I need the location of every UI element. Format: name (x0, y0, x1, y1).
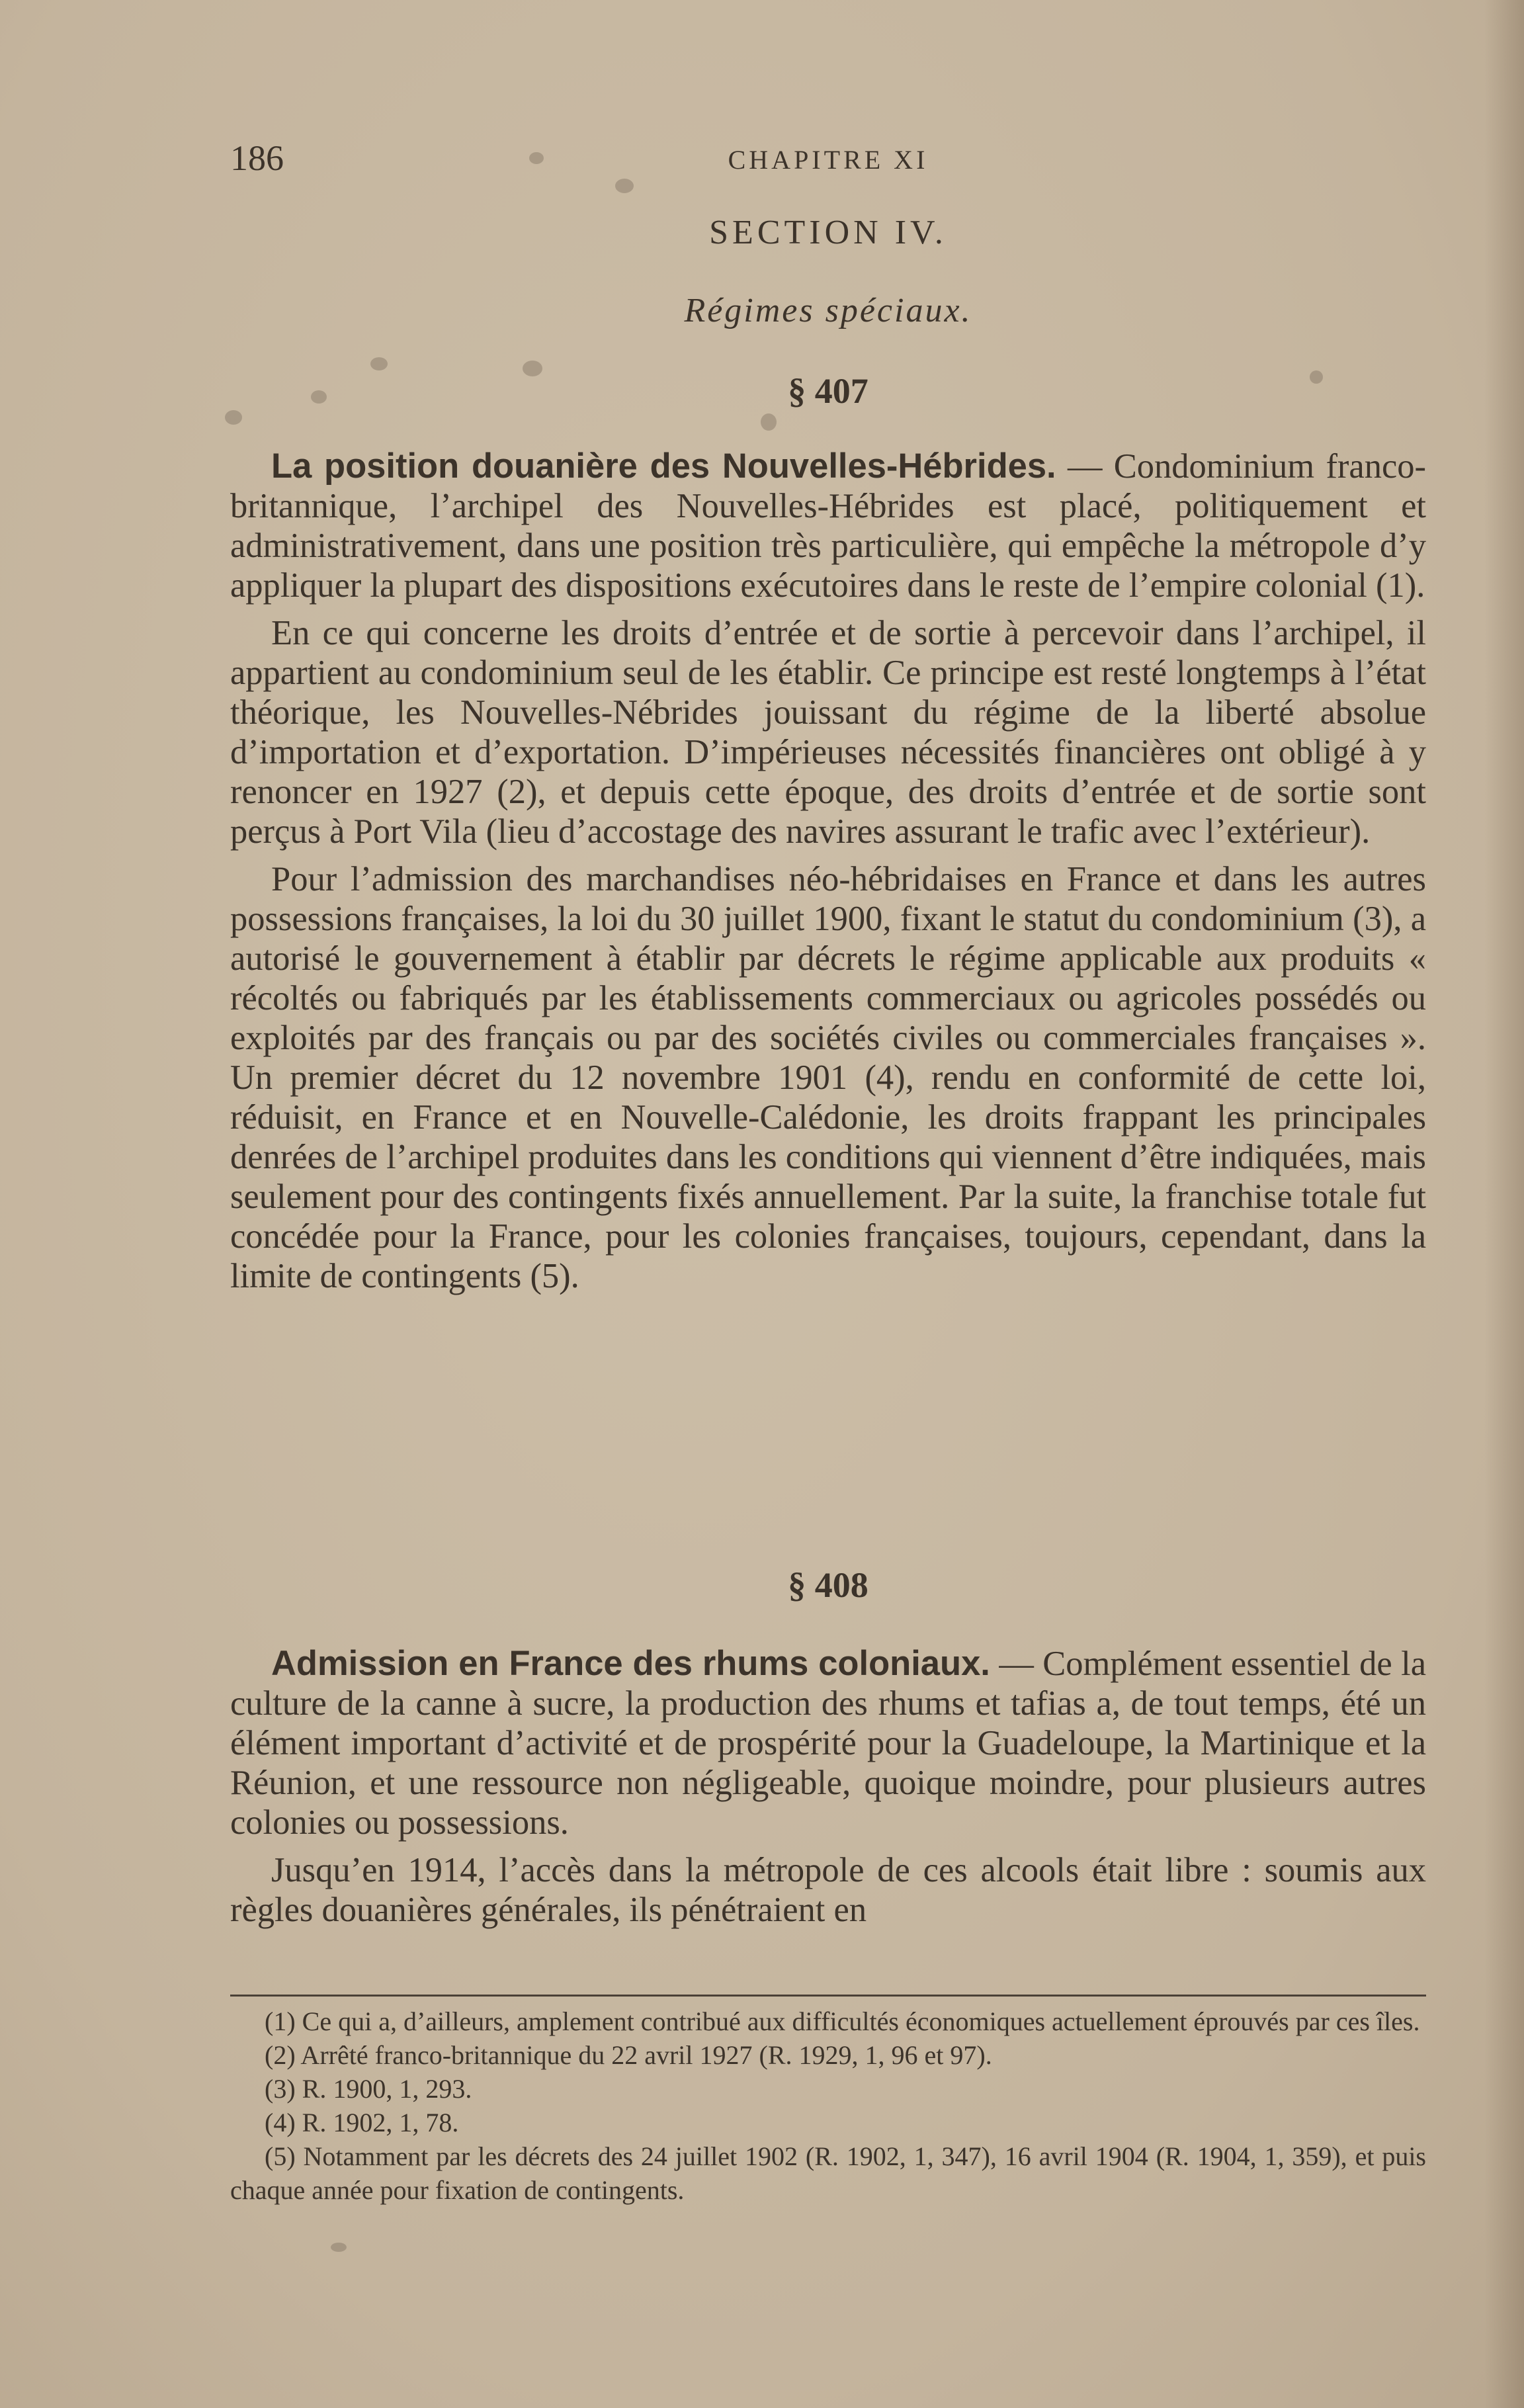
paragraph-text: Jusqu’en 1914, l’accès dans la métropole de ces alcools était libre : soumis aux règles douanières générales, ils pénétraient en (230, 1851, 1426, 1929)
stain (761, 413, 777, 431)
paragraph-text (230, 1644, 1426, 1842)
page-edge-shadow (1484, 0, 1524, 2408)
paragraph-text-run: — Condominium franco-britannique, l’archipel des Nouvelles-Hébrides est placé, politiquement et administrativement, dans une position très particulière, qui empêche la métropole d’y appliquer la plupart des dispositions exécutoires dans le reste de l’empire colonial (1). (230, 447, 1427, 605)
paragraph-text-run: — Complément essentiel de la culture de la canne à sucre, la production des rhums et tafias a, de tout temps, été un élément important d’activité et de prospérité pour la Guadeloupe, la Martinique et la Réunion, et une ressource non négligeable, quoique moindre, pour plusieurs autres colonies ou possessions. (230, 1645, 1427, 1842)
paragraph-text (230, 447, 1426, 605)
running-head: CHAPITRE XI (728, 145, 929, 175)
paragraph-number: § 407 (788, 371, 868, 411)
section-title: SECTION IV. (709, 214, 947, 251)
stain (225, 410, 242, 425)
page-header (230, 138, 1426, 184)
paragraph-number: § 408 (788, 1565, 868, 1605)
footnote: (4) R. 1902, 1, 78. (265, 2108, 459, 2137)
footnote: (2) Arrêté franco-britannique du 22 avril 1927 (R. 1929, 1, 96 et 97). (265, 2040, 992, 2070)
stain (331, 2243, 347, 2252)
footnote: (1) Ce qui a, d’ailleurs, amplement contribué aux difficultés économiques actuellement éprouvés par ces îles. (265, 2006, 1420, 2036)
page-number: 186 (230, 138, 284, 178)
paragraph-text: En ce qui concerne les droits d’entrée et de sortie à percevoir dans l’archipel, il appartient au condominium seul de les établir. Ce principe est resté longtemps à l’état théorique, les Nouvelles-Nébrides jouissant du régime de la liberté absolue d’importation et d’exportation. D’impérieuses nécessités financières ont obligé à y renoncer en 1927 (2), et depuis cette époque, des droits d’entrée et de sortie sont perçus à Port Vila (lieu d’accostage des navires assurant le trafic avec l’extérieur). (230, 614, 1426, 851)
footnotes (230, 2004, 1426, 2207)
paragraph-text: Pour l’admission des marchandises néo-hébridaises en France et dans les autres possessions françaises, la loi du 30 juillet 1900, fixant le statut du condominium (3), a autorisé le gouvernement à établir par décrets le régime applicable aux produits « récoltés ou fabriqués par les établissements commerciaux ou agricoles possédés ou exploités par des français ou par des sociétés civiles ou commerciales françaises ». Un premier décret du 12 novembre 1901 (4), rendu en conformité de cette loi, réduisit, en France et en Nouvelle-Calédonie, les droits frappant les principales denrées de l’archipel produites dans les conditions qui viennent d’être indiquées, mais seulement pour des contingents fixés annuellement. Par la suite, la franchise totale fut concédée pour la France, pour les colonies françaises, toujours, cependant, dans la limite de contingents (5). (230, 860, 1426, 1295)
footnote-separator (230, 1995, 1426, 1997)
paragraph-407-body (230, 447, 1426, 1296)
stain (370, 357, 388, 370)
footnote: (3) R. 1900, 1, 293. (265, 2074, 472, 2104)
footnote: (5) Notamment par les décrets des 24 juillet 1902 (R. 1902, 1, 347), 16 avril 1904 (R. 1904, 1, 359), et puis chaque année pour fixation de contingents. (230, 2141, 1426, 2205)
paragraph-heading: Admission en France des rhums coloniaux. (271, 1644, 990, 1683)
paragraph-heading: La position douanière des Nouvelles-Hébrides. (271, 447, 1056, 486)
section-subtitle: Régimes spéciaux. (684, 292, 972, 329)
paragraph-408-body (230, 1644, 1426, 1930)
